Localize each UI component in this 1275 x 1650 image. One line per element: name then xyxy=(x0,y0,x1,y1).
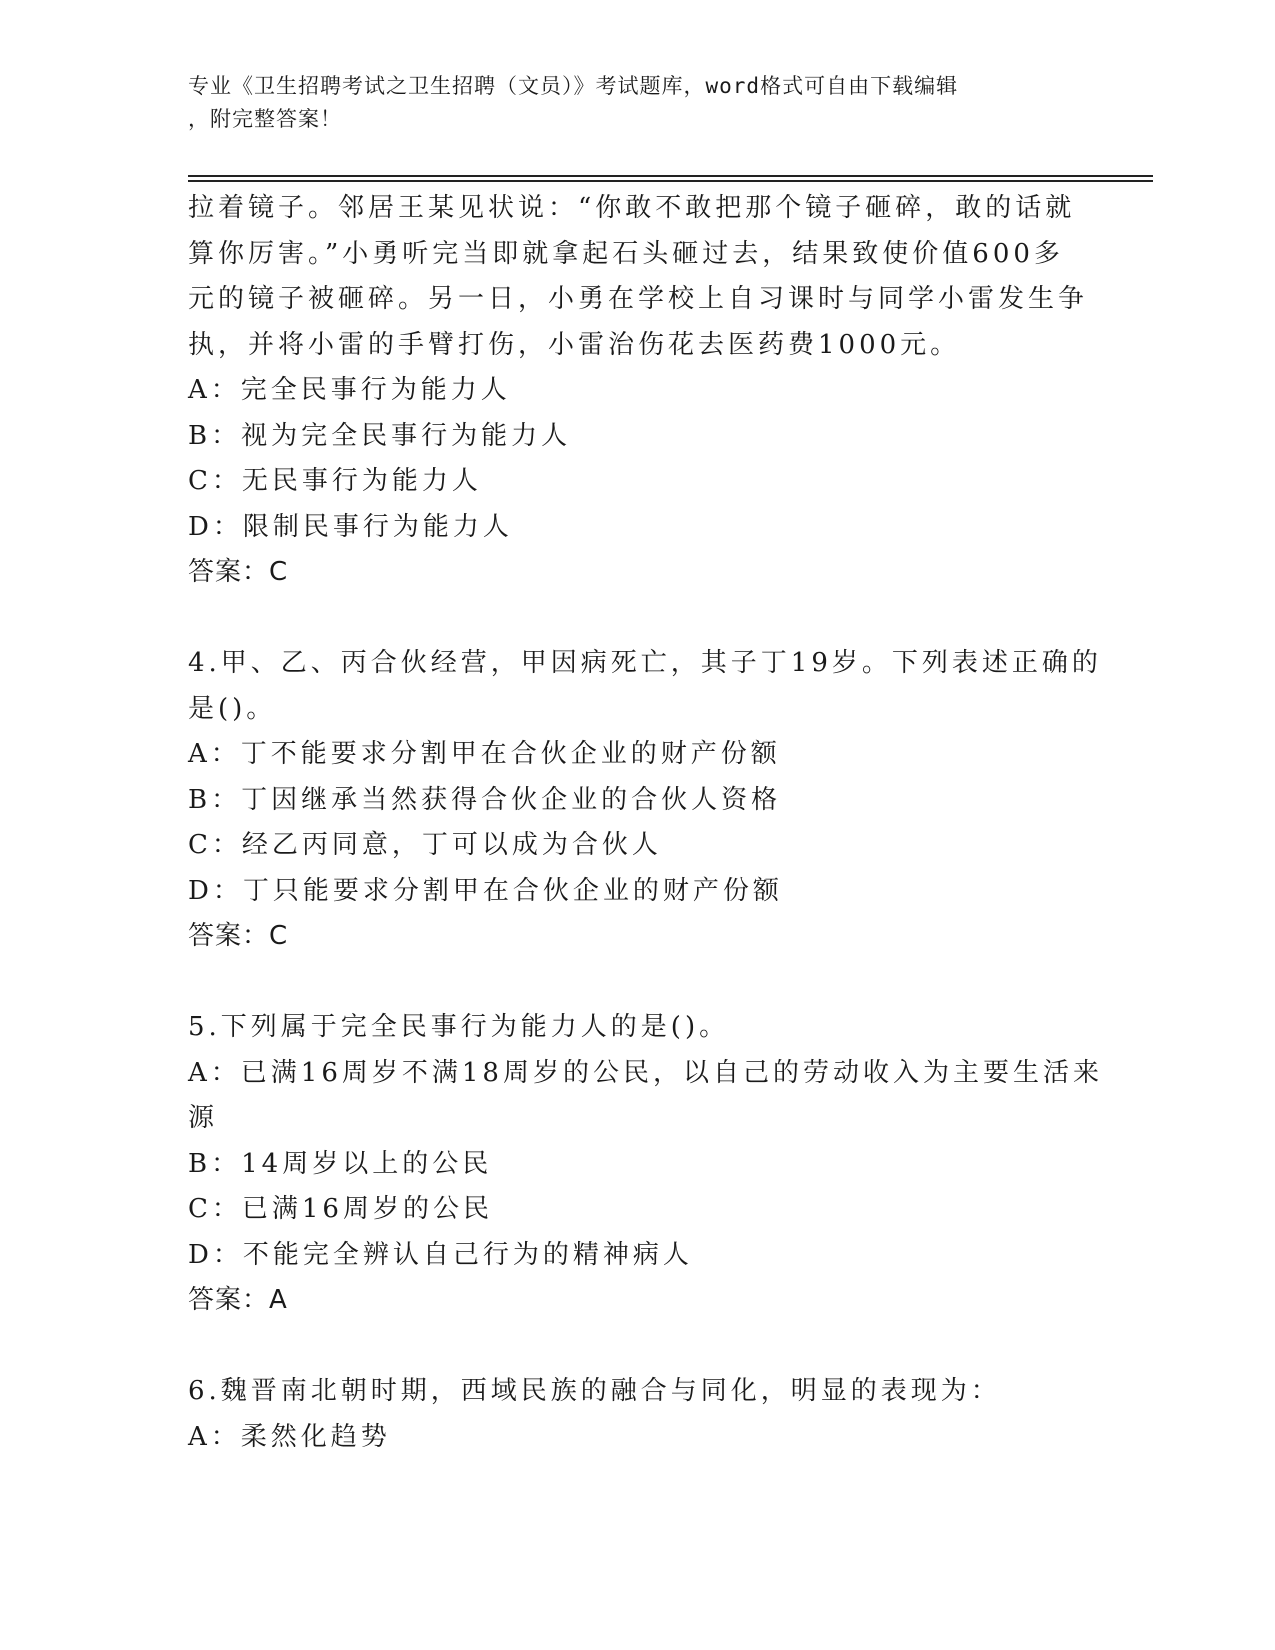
header-line-2: ，附完整答案！ xyxy=(188,107,342,131)
question-text: 5.下列属于完全民事行为能力人的是()。 xyxy=(188,1012,730,1042)
header-divider-bottom xyxy=(188,180,1153,182)
option-b: B：丁因继承当然获得合伙企业的合伙人资格 xyxy=(188,784,782,815)
document-header xyxy=(188,70,1068,136)
question-5 xyxy=(188,1005,1103,1324)
option-c: C：经乙丙同意，丁可以成为合伙人 xyxy=(188,830,662,860)
spacer xyxy=(188,960,1088,1006)
option-d: D：不能完全辨认自己行为的精神病人 xyxy=(188,1239,693,1270)
question-text-line: 4.甲、乙、丙合伙经营，甲因病死亡，其子丁19岁。下列表述正确的 xyxy=(188,648,1102,678)
option-c: C：无民事行为能力人 xyxy=(188,466,482,496)
question-text: 6.魏晋南北朝时期，西域民族的融合与同化，明显的表现为： xyxy=(188,1376,1001,1406)
header-divider-top xyxy=(188,175,1153,177)
option-a-continued: 源 xyxy=(188,1103,219,1133)
option-a: A：完全民事行为能力人 xyxy=(188,375,511,405)
option-a: A：丁不能要求分割甲在合伙企业的财产份额 xyxy=(188,739,781,769)
spacer xyxy=(188,1324,1088,1370)
question-3 xyxy=(188,186,1088,596)
question-6 xyxy=(188,1369,1088,1460)
option-a: A：柔然化趋势 xyxy=(188,1421,391,1452)
question-text-line: 是()。 xyxy=(188,693,277,724)
answer: 答案：A xyxy=(188,1285,288,1315)
header-line-1: 专业《卫生招聘考试之卫生招聘（文员）》考试题库，word格式可自由下载编辑 xyxy=(188,74,959,98)
option-b: B：14周岁以上的公民 xyxy=(188,1148,493,1179)
option-d: D：限制民事行为能力人 xyxy=(188,511,513,542)
option-d: D：丁只能要求分割甲在合伙企业的财产份额 xyxy=(188,875,783,906)
question-text-line: 元的镜子被砸碎。另一日，小勇在学校上自习课时与同学小雷发生争 xyxy=(188,284,1089,314)
question-4 xyxy=(188,641,1102,960)
answer: 答案：C xyxy=(188,557,289,587)
spacer xyxy=(188,596,1088,642)
question-text-line: 执，并将小雷的手臂打伤，小雷治伤花去医药费1000元。 xyxy=(188,329,961,360)
question-text-line: 算你厉害。”小勇听完当即就拿起石头砸过去，结果致使价值600多 xyxy=(188,238,1064,269)
option-b: B：视为完全民事行为能力人 xyxy=(188,420,572,451)
question-list xyxy=(188,186,1103,1460)
question-text-line: 拉着镜子。邻居王某见状说：“你敢不敢把那个镜子砸碎，敢的话就 xyxy=(188,193,1076,223)
option-c: C：已满16周岁的公民 xyxy=(188,1194,493,1224)
answer: 答案：C xyxy=(188,921,289,951)
option-a: A：已满16周岁不满18周岁的公民，以自己的劳动收入为主要生活来 xyxy=(188,1057,1103,1088)
